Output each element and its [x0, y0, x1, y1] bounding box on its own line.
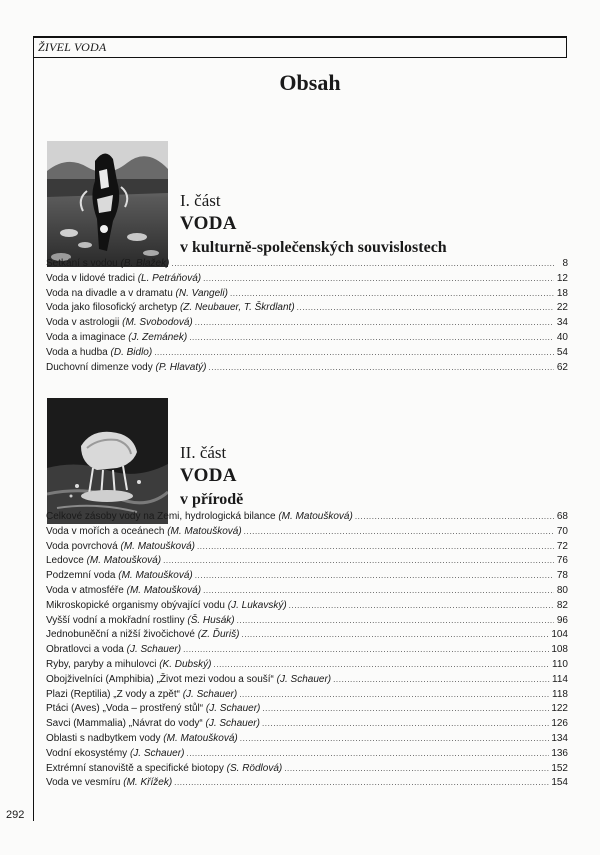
toc-entry-author: (Z. Ďuriš)	[197, 629, 240, 641]
toc-entry-author: (J. Schauer)	[205, 703, 261, 715]
toc-entry-text	[46, 541, 195, 552]
toc-entry-title: Voda v lidové tradici	[46, 272, 138, 284]
toc-entry-title: Obojživelníci (Amphibia) „Život mezi vodou a souší“	[46, 673, 277, 685]
toc-entry-text	[46, 526, 242, 537]
toc-entry-text	[46, 273, 201, 284]
part2-heading	[180, 442, 243, 512]
toc-entry-text	[46, 600, 287, 611]
toc-entry-author: (M. Křížek)	[123, 777, 173, 789]
toc-entry-title: Celkové zásoby vody na Zemi, hydrologická bilance	[46, 511, 279, 522]
toc-leader-dots	[297, 303, 554, 312]
toc-entry-text	[46, 777, 172, 788]
toc-entry-page: 72	[556, 540, 568, 552]
toc-entry-text	[46, 511, 353, 522]
page-number: 292	[6, 809, 25, 821]
toc-entry-author: (J. Lukavský)	[227, 599, 287, 611]
toc-leader-dots	[208, 363, 554, 372]
toc-entry	[46, 703, 568, 718]
toc-leader-dots	[230, 289, 554, 298]
toc-entry-page: 68	[556, 511, 568, 522]
toc-entry-author: (B. Blažek)	[120, 258, 170, 269]
toc-entry-page: 34	[556, 317, 568, 329]
toc-entry-author: (J. Zemánek)	[128, 331, 188, 343]
toc-entry	[46, 526, 568, 541]
toc-entry	[46, 763, 568, 778]
toc-entry-text	[46, 674, 331, 685]
toc-entry-page: 8	[562, 258, 568, 269]
toc-entry-title: Ryby, paryby a mihulovci	[46, 658, 160, 670]
toc-leader-dots	[213, 660, 550, 669]
toc-entry-text	[46, 362, 206, 373]
toc-entry-title: Jednobuněční a nižší živočichové	[46, 629, 198, 641]
toc-entry-page: 80	[556, 584, 568, 596]
toc-entry-text	[46, 733, 238, 744]
toc-leader-dots	[203, 586, 554, 595]
toc-entry-title: Obratlovci a voda	[46, 644, 127, 656]
toc-entry-author: (M. Matoušková)	[126, 584, 202, 596]
toc-leader-dots	[240, 734, 550, 743]
toc-leader-dots	[186, 749, 549, 758]
toc-entry-title: Oblasti s nadbytkem vody	[46, 732, 164, 744]
toc-entry-page: 12	[556, 272, 568, 284]
toc-entry-text	[46, 629, 239, 640]
toc-entry-author: (J. Schauer)	[276, 673, 332, 685]
toc-leader-dots	[197, 542, 554, 551]
water-sculpture-photo	[47, 141, 168, 267]
toc-entry-text	[46, 258, 169, 269]
toc-entry-title: Voda v astrologii	[46, 317, 123, 329]
toc-entry-title: Voda povrchová	[46, 540, 121, 552]
running-head: ŽIVEL VODA	[38, 40, 107, 54]
toc-entry-author: (Š. Husák)	[187, 614, 235, 626]
toc-entry-title: Voda jako filosofický archetyp	[46, 302, 180, 314]
toc-leader-dots	[262, 704, 549, 713]
toc-entry-author: (D. Bidlo)	[110, 346, 153, 358]
toc-entry-text	[46, 570, 193, 581]
toc-entry-text	[46, 718, 260, 729]
toc-entry-author: (M. Svobodová)	[122, 317, 193, 329]
toc-entry	[46, 570, 568, 585]
toc-entry-page: 152	[551, 762, 568, 774]
toc-entry-page: 54	[556, 346, 568, 358]
toc-entry-title: Mikroskopické organismy obývající vodu	[46, 599, 228, 611]
toc-entry-page: 70	[556, 525, 568, 537]
toc-entry-title: Ptáci (Aves) „Voda – prostřený stůl“	[46, 703, 206, 715]
toc-leader-dots	[237, 616, 554, 625]
part1-number: I. část	[180, 191, 221, 210]
toc-entry	[46, 674, 568, 689]
toc-entry-author: (M. Matoušková)	[163, 732, 238, 744]
toc-leader-dots	[171, 259, 554, 268]
toc-leader-dots	[195, 318, 554, 327]
toc-entry-page: 134	[551, 732, 568, 744]
toc-entry-author: (J. Schauer)	[182, 688, 238, 700]
toc-entry-author: (J. Schauer)	[126, 644, 182, 656]
toc-entry-author: (L. Petráňová)	[137, 272, 202, 284]
toc-entry-page: 126	[551, 718, 568, 730]
toc-entry-page: 78	[556, 570, 568, 582]
toc-entry	[46, 362, 568, 377]
toc-leader-dots	[183, 645, 549, 654]
toc-leader-dots	[244, 527, 554, 536]
toc-entry	[46, 317, 568, 332]
toc-entry-author: (Z. Neubauer, T. Škrdlant)	[179, 302, 295, 314]
toc-entry-page: 104	[551, 629, 568, 641]
toc-entry	[46, 733, 568, 748]
toc-entry-author: (K. Dubský)	[159, 658, 212, 670]
toc-entry-author: (M. Matoušková)	[118, 570, 193, 582]
toc-entry	[46, 511, 568, 526]
part2-title: VODA	[180, 465, 237, 486]
toc-entry-title: Voda a hudba	[46, 346, 111, 358]
toc-entry-text	[46, 317, 193, 328]
toc-entry-title: Voda v atmosféře	[46, 584, 127, 596]
toc-entry	[46, 332, 568, 347]
toc-entry-title: Voda na divadle a v dramatu	[46, 287, 176, 299]
toc-entry-author: (M. Matoušková)	[86, 555, 162, 567]
toc-leader-dots	[355, 512, 554, 521]
toc-entry	[46, 748, 568, 763]
toc-entry-title: Voda ve vesmíru	[46, 777, 124, 789]
toc-entry-author: (J. Schauer)	[129, 747, 185, 759]
toc-entry	[46, 541, 568, 556]
toc-entry-page: 122	[551, 703, 568, 715]
toc-entry	[46, 600, 568, 615]
toc-entry-text	[46, 748, 184, 759]
toc-entry	[46, 302, 568, 317]
toc-entry-text	[46, 585, 201, 596]
toc-entry-page: 136	[551, 747, 568, 759]
toc-leader-dots	[262, 719, 549, 728]
toc-entry	[46, 659, 568, 674]
toc-entry-page: 96	[556, 614, 568, 626]
toc-entry	[46, 629, 568, 644]
toc-entry-page: 76	[556, 555, 568, 567]
toc-entry-author: (P. Hlavatý)	[155, 361, 207, 373]
toc-entry-title: Extrémní stanoviště a specifické biotopy	[46, 762, 227, 774]
toc-entry-text	[46, 644, 181, 655]
toc-leader-dots	[239, 690, 550, 699]
toc-entry-text	[46, 347, 152, 358]
toc-leader-dots	[195, 571, 554, 580]
toc-entry-text	[46, 689, 237, 700]
toc-entry-title: Plazi (Reptilia) „Z vody a zpět“	[46, 688, 183, 700]
toc-entry-author: (J. Schauer)	[205, 718, 260, 730]
toc-entry-title: Savci (Mammalia) „Návrat do vody“	[46, 718, 206, 730]
toc-entry-text	[46, 703, 260, 714]
toc-leader-dots	[163, 556, 554, 565]
page-frame-right-rule	[566, 36, 567, 58]
toc-entry-page: 18	[556, 287, 568, 299]
page-title: Obsah	[279, 70, 341, 95]
page-frame-left-rule	[33, 36, 34, 821]
toc-entry-text	[46, 615, 235, 626]
toc-entry-author: (M. Matoušková)	[120, 540, 195, 552]
toc-leader-dots	[174, 778, 549, 787]
toc-entry-title: Voda a imaginace	[46, 331, 129, 343]
toc-entry-title: Setkání s vodou	[46, 258, 121, 269]
toc-leader-dots	[284, 764, 549, 773]
toc-entry-title: Duchovní dimenze vody	[46, 361, 156, 373]
toc-entry	[46, 644, 568, 659]
toc-entry-page: 82	[556, 599, 568, 611]
toc-entry	[46, 347, 568, 362]
part2-number: II. část	[180, 443, 227, 462]
toc-entry-title: Podzemní voda	[46, 570, 119, 582]
toc-entry-page: 114	[552, 673, 568, 685]
water-splash-photo	[47, 398, 168, 524]
toc-entry-text	[46, 659, 211, 670]
toc-entry	[46, 555, 568, 570]
toc-entry-author: (S. Rödlová)	[226, 762, 283, 774]
toc-entry-text	[46, 302, 295, 313]
toc-entry	[46, 258, 568, 273]
toc-entry-title: Vodní ekosystémy	[46, 747, 130, 759]
toc-entry	[46, 585, 568, 600]
toc-entry-title: Vyšší vodní a mokřadní rostliny	[46, 614, 188, 626]
toc-entry	[46, 689, 568, 704]
part2-subtitle: v přírodě	[180, 491, 244, 508]
toc-entry-author: (M. Matoušková)	[278, 511, 353, 522]
toc-entry-page: 22	[556, 302, 568, 314]
part1-subtitle: v kulturně-společenských souvislostech	[180, 239, 447, 256]
toc-entry-text	[46, 763, 282, 774]
part1-heading	[180, 190, 447, 260]
part1-toc-list	[46, 258, 568, 376]
toc-entry-title: Voda v mořích a oceánech	[46, 525, 168, 537]
toc-entry-text	[46, 555, 161, 566]
part1-title: VODA	[180, 213, 237, 234]
toc-leader-dots	[241, 630, 549, 639]
toc-entry-page: 40	[556, 331, 568, 343]
toc-entry	[46, 273, 568, 288]
toc-entry-text	[46, 288, 228, 299]
toc-entry-author: (N. Vangeli)	[175, 287, 228, 299]
toc-entry	[46, 718, 568, 733]
toc-entry-page: 110	[552, 658, 568, 670]
part2-toc-list	[46, 511, 568, 792]
toc-leader-dots	[333, 675, 550, 684]
toc-leader-dots	[189, 333, 554, 342]
toc-entry-page: 154	[551, 777, 568, 789]
toc-leader-dots	[154, 348, 554, 357]
toc-entry-text	[46, 332, 187, 343]
toc-entry-title: Ledovce	[46, 555, 87, 567]
page-frame-top-rule	[33, 36, 567, 38]
header-rule	[33, 57, 567, 58]
toc-entry-page: 108	[551, 644, 568, 656]
toc-entry	[46, 615, 568, 630]
toc-leader-dots	[289, 601, 554, 610]
toc-entry-page: 62	[556, 361, 568, 373]
toc-entry	[46, 777, 568, 792]
toc-entry	[46, 288, 568, 303]
toc-leader-dots	[203, 274, 554, 283]
toc-entry-page: 118	[552, 688, 568, 700]
toc-entry-author: (M. Matoušková)	[167, 525, 242, 537]
